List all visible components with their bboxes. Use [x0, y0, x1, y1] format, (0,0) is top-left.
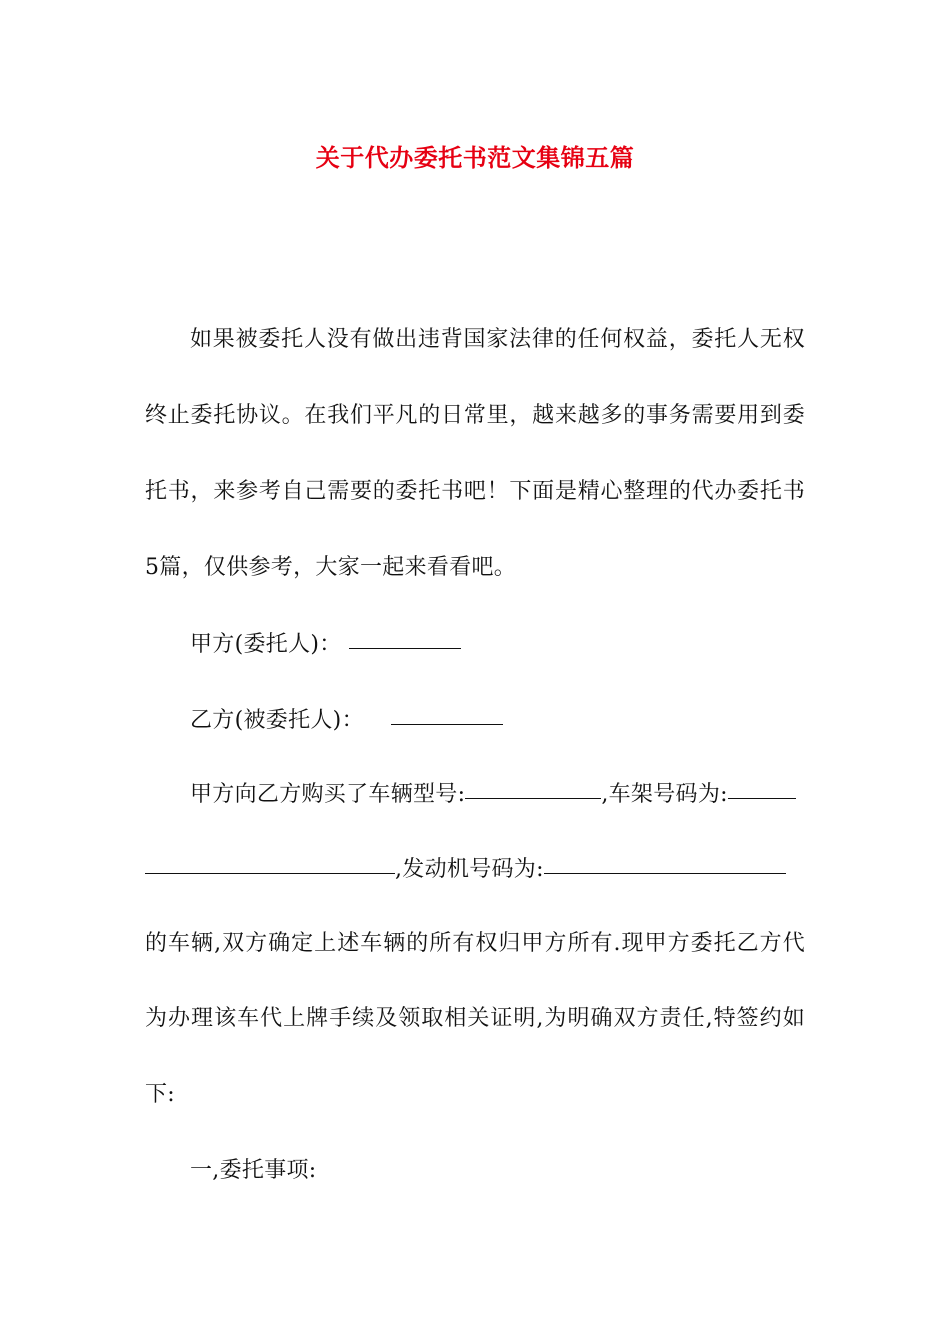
intro-line-2: 终止委托协议。在我们平凡的日常里，越来越多的事务需要用到委 [145, 403, 805, 428]
document-title: 关于代办委托书范文集锦五篇 [315, 143, 635, 172]
vin-blank-part2[interactable] [145, 851, 395, 874]
intro-line-4: 5篇，仅供参考，大家一起来看看吧。 [145, 555, 517, 580]
vehicle-model-blank[interactable] [465, 776, 601, 799]
engine-number-blank[interactable] [544, 851, 786, 874]
party-a-blank[interactable] [349, 626, 461, 649]
party-a-label: 甲方(委托人)： [190, 632, 342, 657]
vehicle-line-5: 下: [145, 1082, 176, 1107]
vehicle-line-2 [145, 853, 786, 885]
party-a-row [190, 628, 461, 660]
vin-label: ,车架号码为: [601, 782, 728, 807]
vin-blank-part1[interactable] [728, 776, 796, 799]
intro-line-1: 如果被委托人没有做出违背国家法律的任何权益，委托人无权 [190, 327, 805, 352]
section-1-heading: 一,委托事项: [190, 1158, 317, 1183]
vehicle-line-4: 为办理该车代上牌手续及领取相关证明,为明确双方责任,特签约如 [145, 1006, 805, 1031]
engine-number-label: ,发动机号码为: [395, 857, 544, 882]
party-b-blank[interactable] [391, 702, 503, 725]
intro-line-3: 托书，来参考自己需要的委托书吧！下面是精心整理的代办委托书 [145, 479, 805, 504]
vehicle-model-label: 甲方向乙方购买了车辆型号: [190, 782, 466, 807]
vehicle-line-1 [190, 778, 796, 810]
party-b-row [190, 704, 503, 736]
vehicle-line-3: 的车辆,双方确定上述车辆的所有权归甲方所有.现甲方委托乙方代 [145, 931, 805, 956]
party-b-label: 乙方(被委托人)： [190, 708, 364, 733]
